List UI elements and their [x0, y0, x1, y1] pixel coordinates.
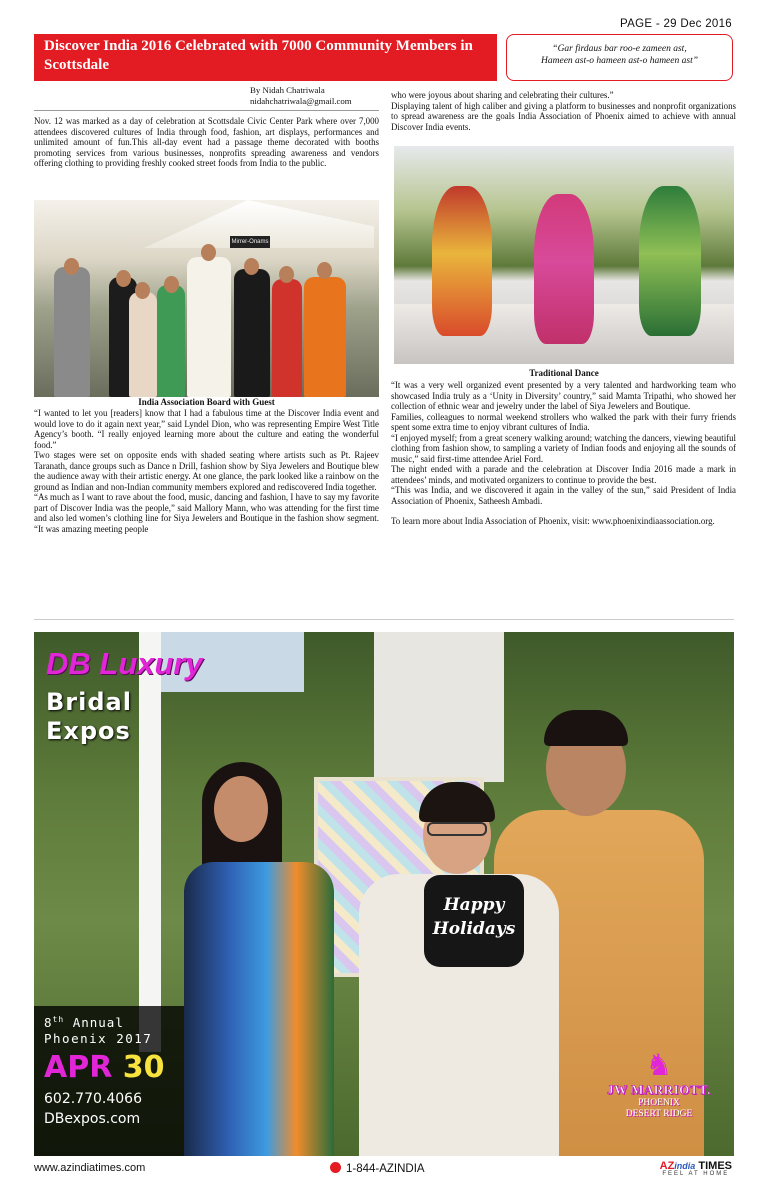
- event-info-panel: [34, 1006, 184, 1156]
- paragraph: “This was India, and we discovered it again in the valley of the sun,” said President of India Association of Phoenix, Satheesh Ambadi.: [391, 485, 736, 506]
- ad-phone[interactable]: 602.770.4066: [44, 1091, 142, 1108]
- advertisement[interactable]: [34, 632, 734, 1156]
- divider: [34, 619, 734, 620]
- expos-word: Expos: [46, 717, 131, 745]
- hair: [419, 782, 495, 822]
- hair: [544, 710, 628, 746]
- page-footer: [34, 1160, 734, 1182]
- annual-number: 8: [44, 1015, 53, 1031]
- footer-website[interactable]: www.azindiatimes.com: [34, 1162, 146, 1174]
- brand-tagline: FEEL AT HOME: [662, 1171, 730, 1177]
- annual-word: Annual: [72, 1015, 124, 1031]
- paragraph: Families, colleagues to normal weekend strollers who walked the park with their furry friends spent some extra time to enjoy vibrant cultures of India.: [391, 411, 736, 432]
- paragraph: “It was a very well organized event presented by a very talented and hardworking team who showcased India truly as a ‘Unity in Diversity’ country,” said Mamta Tripathi, who showed her collection of ethnic wear and jewelry under the label of Siya Jewelers and Boutique.: [391, 380, 736, 411]
- paragraph: The night ended with a parade and the celebration at Discover India 2016 made a mark in attendees’ minds, and motivated organizers to continue to provide the best.: [391, 464, 736, 485]
- dancer: [639, 186, 701, 336]
- phone-icon: [330, 1162, 341, 1173]
- person-head: [64, 258, 79, 275]
- glasses: [427, 822, 487, 836]
- paragraph: To learn more about India Association of Phoenix, visit: www.phoenixindiaassociation.org.: [391, 516, 715, 526]
- person: [304, 277, 346, 397]
- person-head: [244, 258, 259, 275]
- paragraph: [391, 506, 736, 516]
- article-column-left-top: [34, 116, 379, 169]
- sign-line-2: Holidays: [432, 919, 516, 939]
- person: [129, 292, 157, 397]
- hotel-area: DESERT RIDGE: [625, 1109, 693, 1119]
- az-india-times-logo: [660, 1160, 732, 1177]
- person: [234, 269, 270, 397]
- brand-times: TIMES: [698, 1160, 732, 1172]
- bridal-word: Bridal: [46, 688, 132, 716]
- person-head: [317, 262, 332, 279]
- annual-line: [44, 1012, 174, 1031]
- headline-banner: [34, 34, 497, 81]
- ad-website[interactable]: DBexpos.com: [44, 1111, 141, 1128]
- person: [157, 285, 185, 397]
- footer-phone-number: 1-844-AZINDIA: [346, 1163, 425, 1175]
- quote-box: [506, 34, 733, 81]
- person-head: [201, 244, 216, 261]
- face: [214, 776, 268, 842]
- person-head: [279, 266, 294, 283]
- paragraph: who were joyous about sharing and celebrating their cultures.”: [391, 90, 614, 100]
- paragraph: “I wanted to let you [readers] know that I had a fabulous time at the Discover India event and would love to do it again next year,” said Lyndel Dion, who was representing Empire West Title Agency’s booth. “I really enjoyed learning more about the culture and eating the wonderful food.”: [34, 408, 379, 450]
- headline: Discover India 2016 Celebrated with 7000 Community Members in Scottsdale: [44, 38, 473, 73]
- griffin-icon: ♞: [645, 1048, 673, 1083]
- person-head: [164, 276, 179, 293]
- person: [272, 279, 302, 397]
- event-day: 30: [122, 1050, 165, 1086]
- jw-marriott-logo: [594, 1050, 724, 1120]
- ad-pillar: [139, 632, 161, 1052]
- brand-az: AZ: [659, 1160, 675, 1172]
- caption-board: India Association Board with Guest: [138, 397, 275, 407]
- caption-dance: Traditional Dance: [529, 368, 599, 378]
- byline: [250, 85, 378, 106]
- sign-line-1: Happy: [443, 895, 505, 915]
- byline-name: By Nidah Chatriwala: [250, 85, 325, 95]
- paragraph: “I enjoyed myself; from a great scenery walking around; watching the dancers, viewing beautiful clothing from fashion show, to sampling a variety of Indian foods and enjoying all the sounds of music,” said first-time attendee Ariel Ford.: [391, 432, 737, 464]
- divider: [34, 110, 379, 111]
- article-column-right-bottom: [391, 380, 736, 527]
- paragraph: Displaying talent of high caliber and giving a platform to businesses and nonprofit organizations to spread awareness are the goals India Association of Phoenix aimed to achieve with annual Discover India events.: [391, 100, 736, 132]
- hotel-name: JW MARRIOTT.: [607, 1082, 711, 1097]
- dancer: [432, 186, 492, 336]
- page-number: PAGE - 29 Dec 2016: [620, 18, 732, 30]
- bridal-expos-title: [46, 688, 132, 746]
- person-head: [135, 282, 150, 299]
- event-month: APR: [44, 1050, 113, 1086]
- dress: [184, 862, 334, 1156]
- woman-figure: [184, 762, 344, 1156]
- brand-india: india: [674, 1161, 696, 1171]
- person: [54, 267, 90, 397]
- byline-email[interactable]: nidahchatriwala@gmail.com: [250, 95, 352, 106]
- paragraph: Two stages were set on opposite ends with shaded seating where artists such as Pt. Rajeev Taranath, dance groups such as Dance n Drill, fashion show by Siya Jewelers and Boutique blew the audience away with their artistic energy. At one glance, the park looked like a rainbow on the ground as Indian and non-Indian community members explored and rediscovered India together.: [34, 450, 379, 492]
- happy-holidays-sign: [424, 875, 524, 967]
- annual-suffix: th: [52, 1015, 65, 1024]
- photo-board-with-guest: [34, 200, 379, 397]
- db-luxury-logo: DB Luxury: [46, 646, 203, 681]
- person-head: [116, 270, 131, 287]
- event-date: [44, 1049, 174, 1087]
- photo-banner: Mirrer-Onams: [230, 236, 270, 248]
- quote-line-1: “Gar firdaus bar roo-e zameen ast,: [552, 44, 687, 54]
- dancer: [534, 194, 594, 344]
- article-column-left-bottom: [34, 408, 379, 534]
- footer-phone[interactable]: [330, 1162, 425, 1175]
- ad-house: [374, 632, 504, 782]
- location-year: Phoenix 2017: [44, 1031, 153, 1047]
- paragraph: “As much as I want to rave about the food, music, dancing and fashion, I have to say my favorite part of Discover India was the people,” said Mallory Mann, who was attending for the first time and also led women’s clothing line for Siya Jewelers and Boutique in the fashion show segment. “It was amazing meeting people: [34, 492, 379, 534]
- quote-line-2: Hameen ast-o hameen ast-o hameen ast”: [541, 56, 698, 66]
- article-column-right-top: [391, 90, 736, 132]
- person: [187, 257, 231, 397]
- paragraph: Nov. 12 was marked as a day of celebration at Scottsdale Civic Center Park where over 7,000 attendees discovered cultures of India through food, fashion, art displays, performances and unlimited amount of fun.This all-day event had a passage theme decorated with booths promoting services from various businesses, nonprofits spreading awareness and vendors offering clothing to providing freshly cooked street foods from India to the public.: [34, 116, 379, 168]
- boy-figure: [359, 782, 559, 1156]
- hotel-city: PHOENIX: [638, 1098, 680, 1108]
- photo-traditional-dance: [394, 146, 734, 364]
